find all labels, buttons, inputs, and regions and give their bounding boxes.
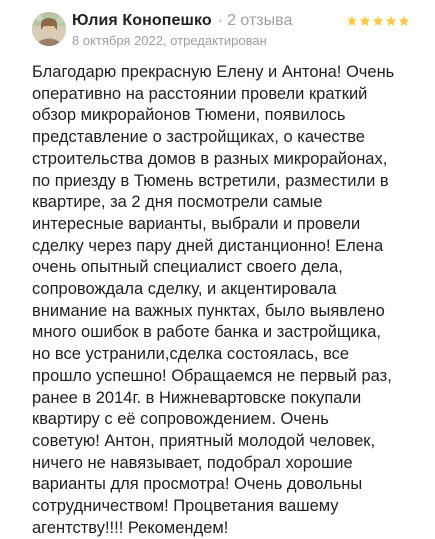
- star-icon: [385, 15, 397, 27]
- author-name[interactable]: Юлия Конопешко: [72, 12, 212, 29]
- star-icon: [372, 15, 384, 27]
- review-date: 8 октября 2022, отредактирован: [72, 33, 267, 48]
- review-text: Благодарю прекрасную Елену и Антона! Очень оперативно на расстоянии провели краткий обзор микрорайонов Тюмени, появилось представление о застройщиках, о качестве строительства домов в разных микрорайонах, по приезду в Тюмень встретили, разместили в квартире, за 2 дня посмотрели самые интересные варианты, выбрали и провели сделку через пару дней дистанционно! Елена очень опытный специалист своего дела, сопровождала сделку, и акцентировала внимание на важных пунктах, было выявлено много ошибок в работе банка и застройщика, но все устранили,сделка состоялась, все прошло успешно! Обращаемся не первый раз, ранее в 2014г. в Нижневартовске покупали квартиру с её сопровождением. Очень советую! Антон, приятный молодой человек, ничего не навязывает, подобрал хорошие варианты для просмотра! Очень довольны сотрудничеством! Процветания вашему агентству!!!! Рекомендем!: [32, 63, 395, 537]
- user-photo-avatar-icon: [32, 12, 66, 46]
- author-review-count[interactable]: [218, 12, 293, 30]
- separator-dot: ·: [217, 12, 224, 29]
- author-avatar[interactable]: [32, 12, 66, 46]
- review-count-label: 2 отзыва: [227, 12, 293, 29]
- star-icon: [346, 15, 358, 27]
- rating-stars: [346, 15, 410, 27]
- star-icon: [359, 15, 371, 27]
- star-icon: [398, 15, 410, 27]
